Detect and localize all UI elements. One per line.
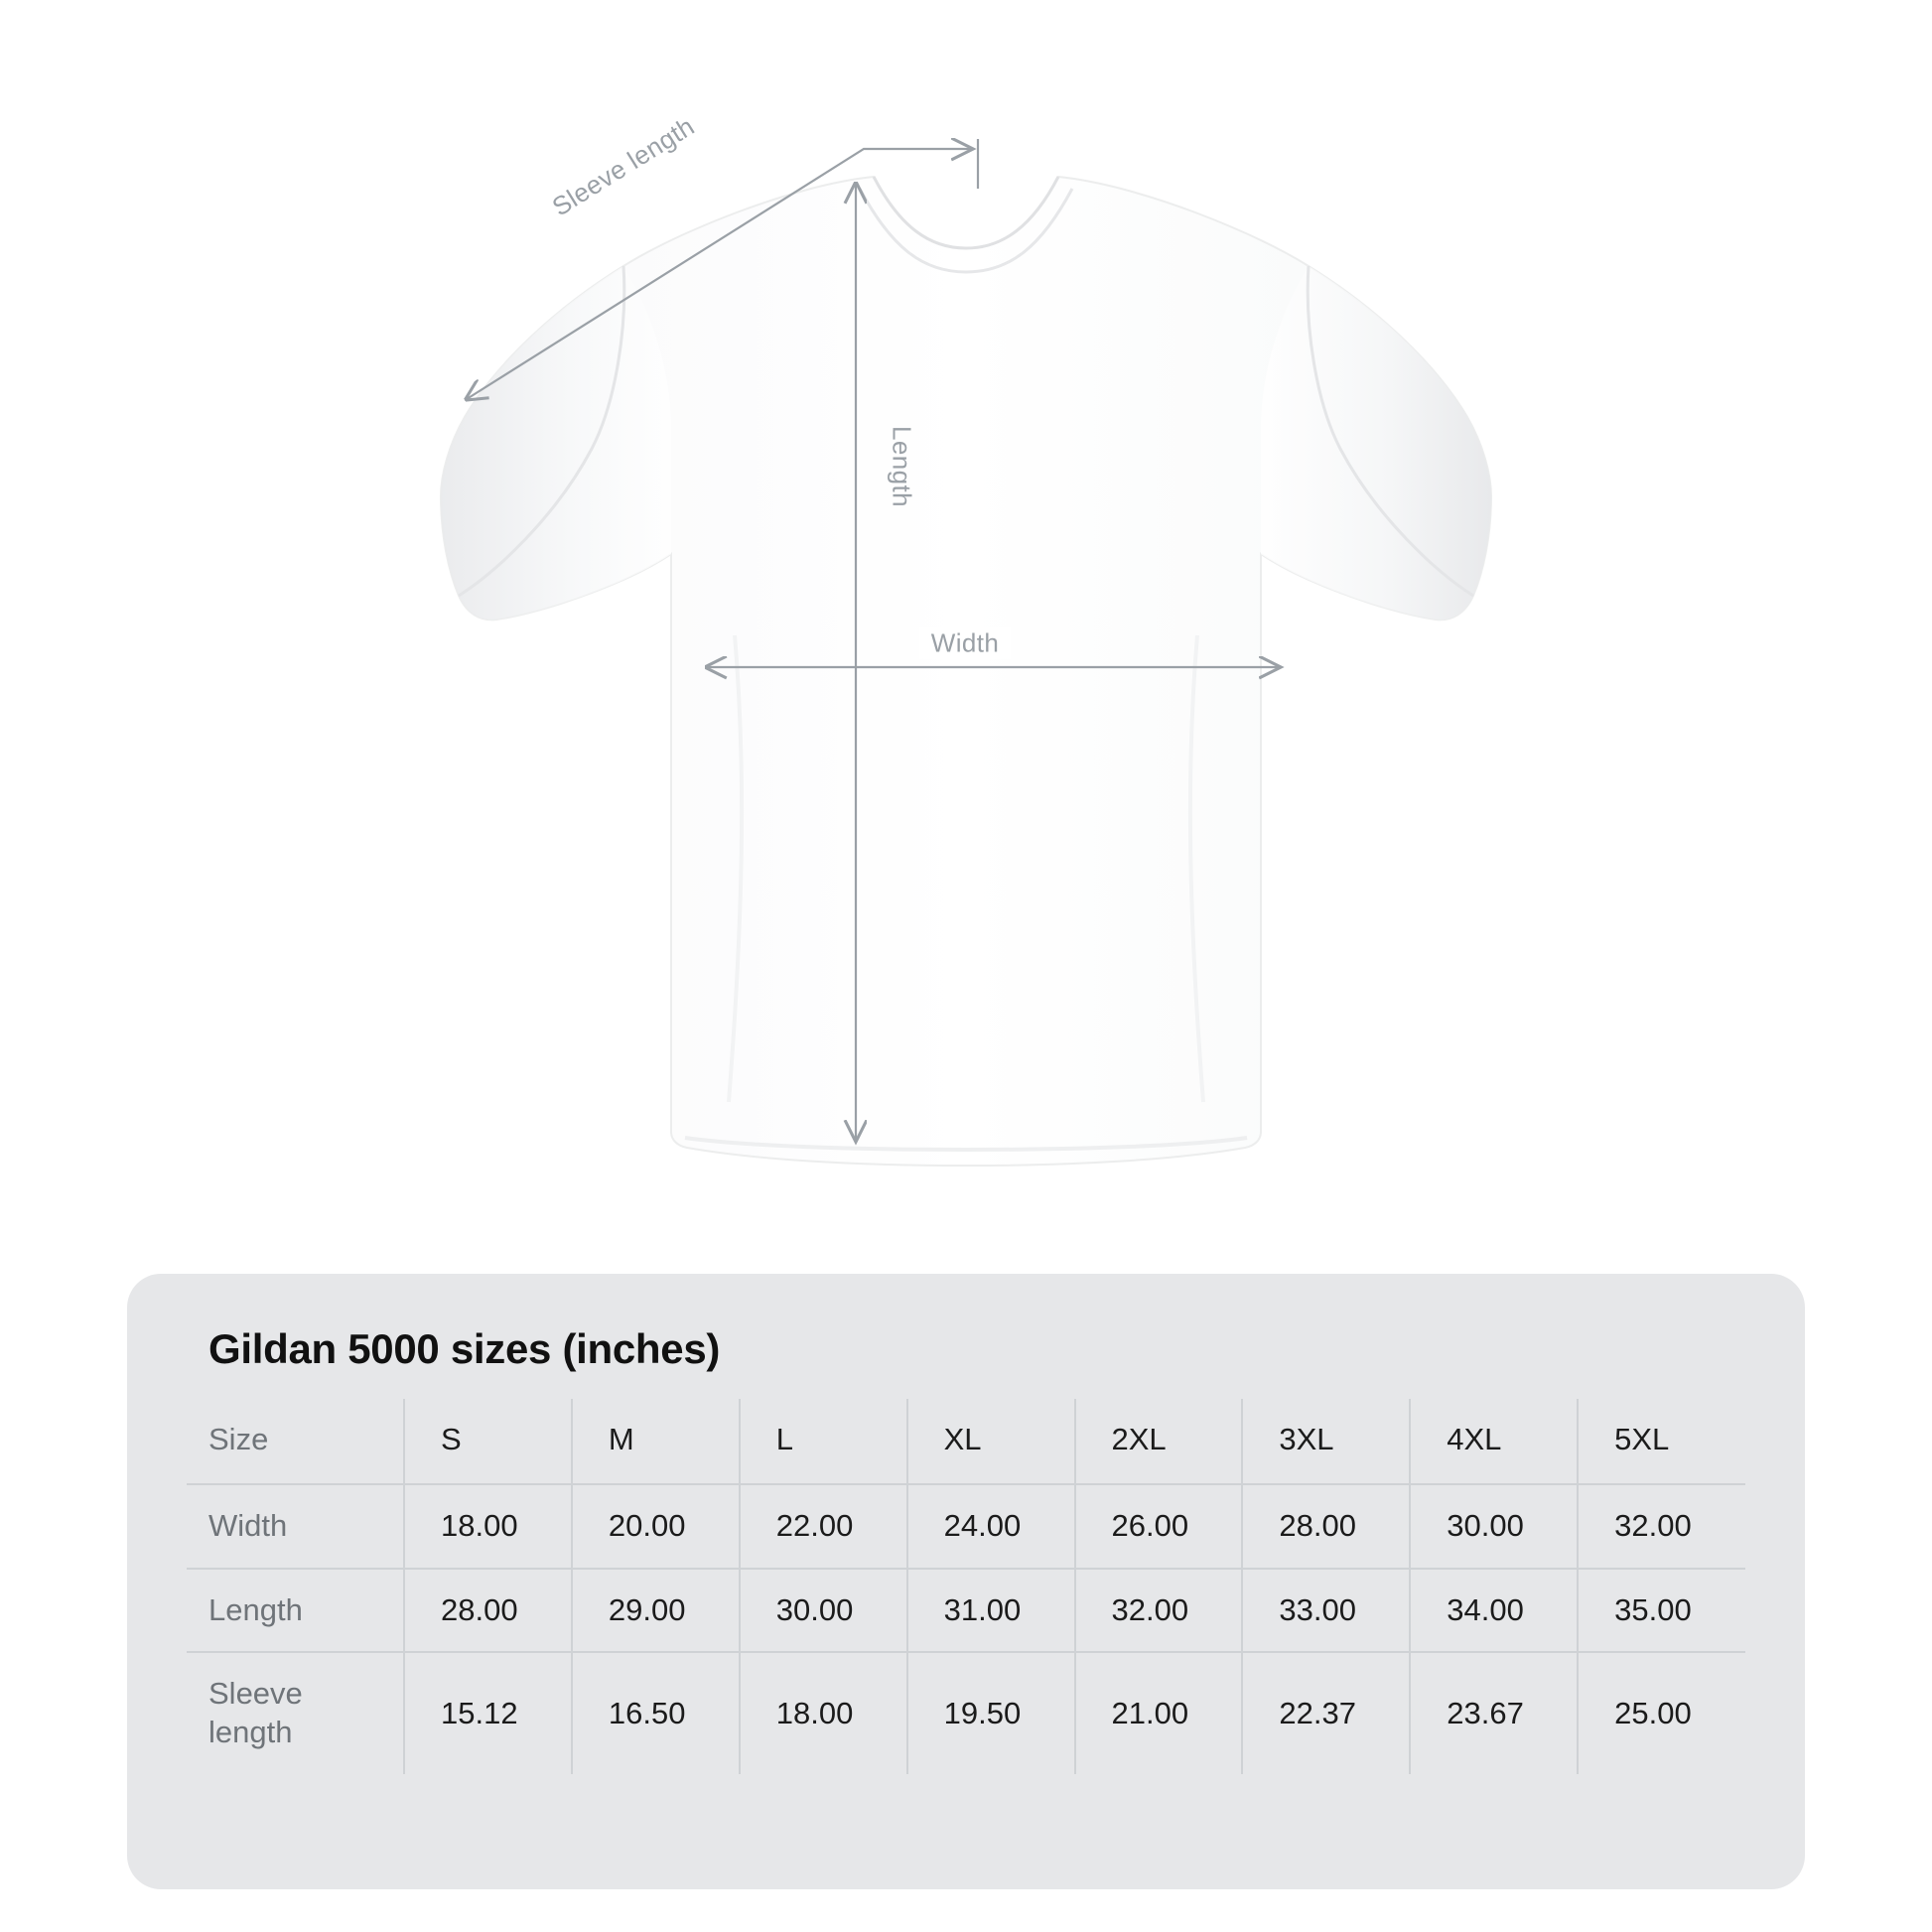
width-m: 20.00	[572, 1484, 740, 1569]
length-5xl: 35.00	[1578, 1569, 1745, 1653]
length-l: 30.00	[740, 1569, 907, 1653]
length-label: Length	[887, 426, 917, 507]
length-m: 29.00	[572, 1569, 740, 1653]
sleeve-3xl: 22.37	[1242, 1652, 1410, 1774]
table-row	[187, 1652, 1745, 1774]
length-3xl: 33.00	[1242, 1569, 1410, 1653]
header-4xl: 4XL	[1410, 1399, 1578, 1484]
header-xl: XL	[907, 1399, 1075, 1484]
sleeve-5xl: 25.00	[1578, 1652, 1745, 1774]
table-row	[187, 1484, 1745, 1569]
width-s: 18.00	[404, 1484, 572, 1569]
table-header-row	[187, 1399, 1745, 1484]
row-label-width: Width	[187, 1484, 404, 1569]
shirt-shape	[441, 177, 1491, 1166]
sleeve-s: 15.12	[404, 1652, 572, 1774]
width-3xl: 28.00	[1242, 1484, 1410, 1569]
width-l: 22.00	[740, 1484, 907, 1569]
header-size: Size	[208, 1422, 269, 1456]
header-s: S	[404, 1399, 572, 1484]
header-l: L	[740, 1399, 907, 1484]
width-label: Width	[919, 628, 1011, 659]
header-m: M	[572, 1399, 740, 1484]
sleeve-xl: 19.50	[907, 1652, 1075, 1774]
width-xl: 24.00	[907, 1484, 1075, 1569]
header-5xl: 5XL	[1578, 1399, 1745, 1484]
row-label-length: Length	[187, 1569, 404, 1653]
length-4xl: 34.00	[1410, 1569, 1578, 1653]
width-2xl: 26.00	[1075, 1484, 1243, 1569]
header-2xl: 2XL	[1075, 1399, 1243, 1484]
length-s: 28.00	[404, 1569, 572, 1653]
sleeve-2xl: 21.00	[1075, 1652, 1243, 1774]
size-chart-card	[127, 1274, 1805, 1889]
size-chart-table	[187, 1399, 1745, 1774]
length-xl: 31.00	[907, 1569, 1075, 1653]
sleeve-l: 18.00	[740, 1652, 907, 1774]
header-3xl: 3XL	[1242, 1399, 1410, 1484]
row-label-sleeve-length: Sleeve length	[187, 1652, 404, 1774]
width-4xl: 30.00	[1410, 1484, 1578, 1569]
sleeve-m: 16.50	[572, 1652, 740, 1774]
length-2xl: 32.00	[1075, 1569, 1243, 1653]
size-chart-title: Gildan 5000 sizes (inches)	[208, 1325, 721, 1372]
width-5xl: 32.00	[1578, 1484, 1745, 1569]
table-row	[187, 1569, 1745, 1653]
sleeve-length-label: Sleeve length	[546, 110, 700, 222]
sleeve-4xl: 23.67	[1410, 1652, 1578, 1774]
